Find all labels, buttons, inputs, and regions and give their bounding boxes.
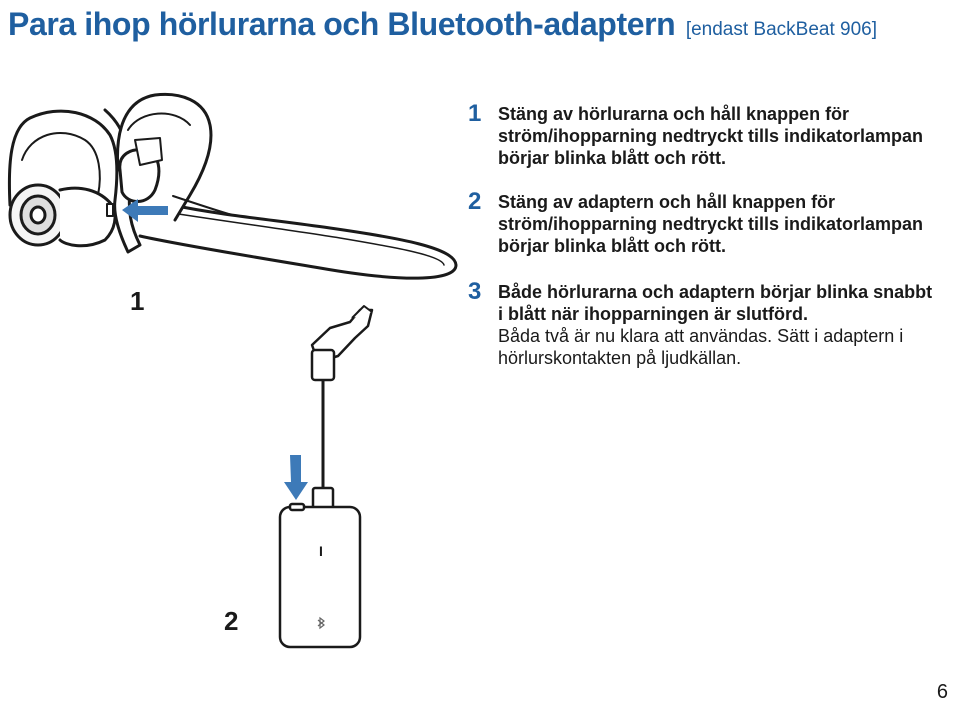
step-number: 1 xyxy=(468,100,482,127)
page-number: 6 xyxy=(936,681,948,703)
left-earbud xyxy=(10,185,115,246)
adapter-power-mark: I xyxy=(319,543,323,559)
page-subtitle: [endast BackBeat 906] xyxy=(685,19,877,40)
stereo-headset-illustration xyxy=(9,94,456,278)
step-number: 2 xyxy=(468,188,482,215)
step-text-bold: Stäng av hörlurarna och håll knappen för ström/ihopparning nedtryckt tills indikatorlampan börjar blinka blått och rött. xyxy=(498,104,924,168)
callout-headset: 1 xyxy=(130,286,145,316)
step-text-bold: Stäng av adaptern och håll knappen för ström/ihopparning nedtryckt tills indikatorlampan börjar blinka blått och rött. xyxy=(498,192,924,256)
arrow-adapter-button xyxy=(284,455,308,500)
step-3 xyxy=(468,278,938,373)
step-text-normal: Båda två är nu klara att användas. Sätt i adaptern i hörlurskontakten på ljudkällan. xyxy=(498,326,904,368)
step-text-bold: Både hörlurarna och adaptern börjar blinka snabbt i blått när ihopparningen är slutförd. xyxy=(498,282,933,324)
step-number: 3 xyxy=(468,278,482,305)
page-title-text: Para ihop hörlurarna och Bluetooth-adaptern xyxy=(8,6,676,42)
callout-adapter: 2 xyxy=(224,606,239,636)
step-2 xyxy=(468,188,938,261)
step-1 xyxy=(468,100,938,173)
